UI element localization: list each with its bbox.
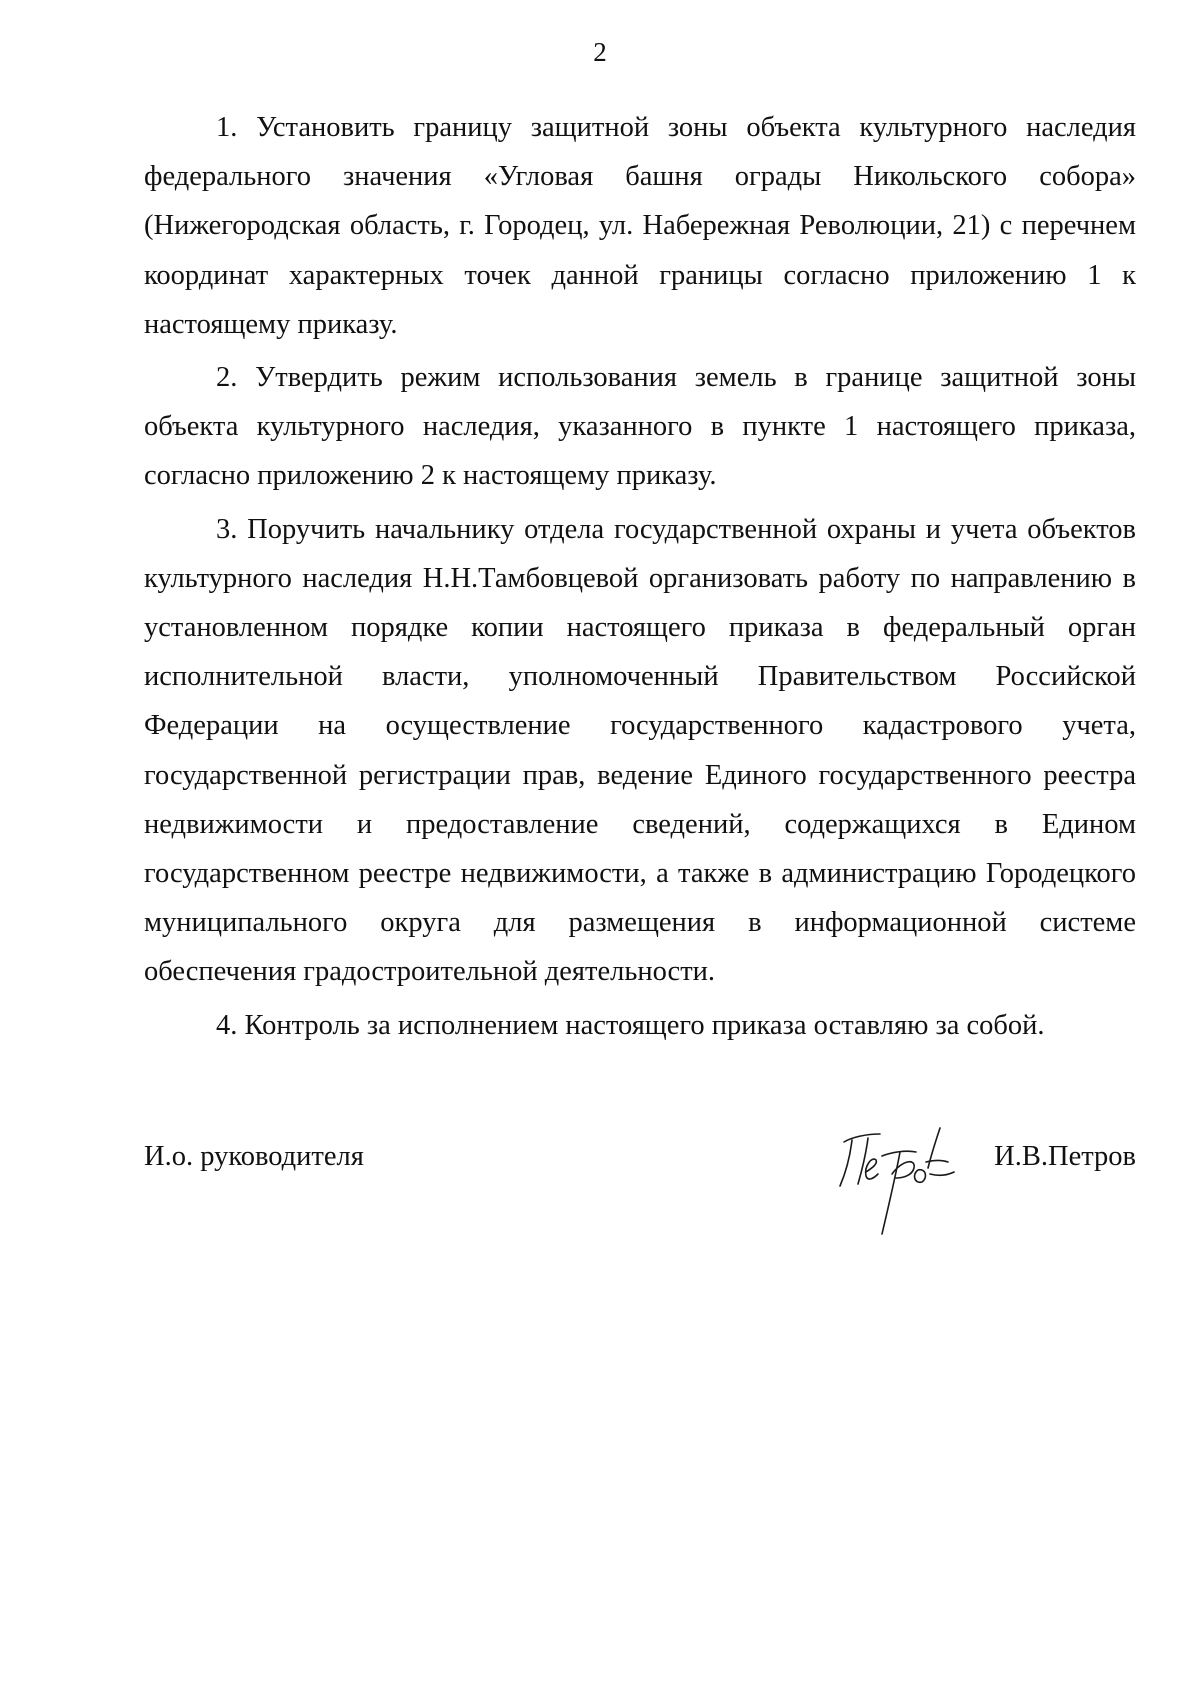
signatory-name: И.В.Петров xyxy=(994,1141,1136,1172)
order-item-4: 4. Контроль за исполнением настоящего приказа оставляю за собой. xyxy=(216,1009,1045,1041)
order-body xyxy=(144,103,1136,1054)
handwritten-signature xyxy=(822,1112,962,1242)
signature-block xyxy=(144,1115,1136,1255)
page-number: 2 xyxy=(593,37,607,67)
order-item-1: 1. Установить границу защитной зоны объекта культурного наследия федерального значения «Угловая башня ограды Никольского собора» (Нижегородская область, г. Городец, ул. Набережная Революции, 21) с перечнем координат характерных точек данной границы согласно приложению 1 к настоящему приказу. xyxy=(144,112,1136,340)
order-item-2: 2. Утвердить режим использования земель в границе защитной зоны объекта культурного наследия, указанного в пункте 1 настоящего приказа, согласно приложению 2 к настоящему приказу. xyxy=(144,362,1136,492)
signatory-role: И.о. руководителя xyxy=(144,1141,364,1172)
order-item-3: 3. Поручить начальнику отдела государственной охраны и учета объектов культурного наследия Н.Н.Тамбовцевой организовать работу по направлению в установленном порядке копии настоящего приказа в федеральный орган исполнительной власти, уполномоченный Правительством Российской Федерации на осуществление государственного кадастрового учета, государственной регистрации прав, ведение Единого государственного реестра недвижимости и предоставление сведений, содержащихся в Едином государственном реестре недвижимости, а также в администрацию Городецкого муниципального округа для размещения в информационной системе обеспечения градостроительной деятельности. xyxy=(144,513,1136,988)
